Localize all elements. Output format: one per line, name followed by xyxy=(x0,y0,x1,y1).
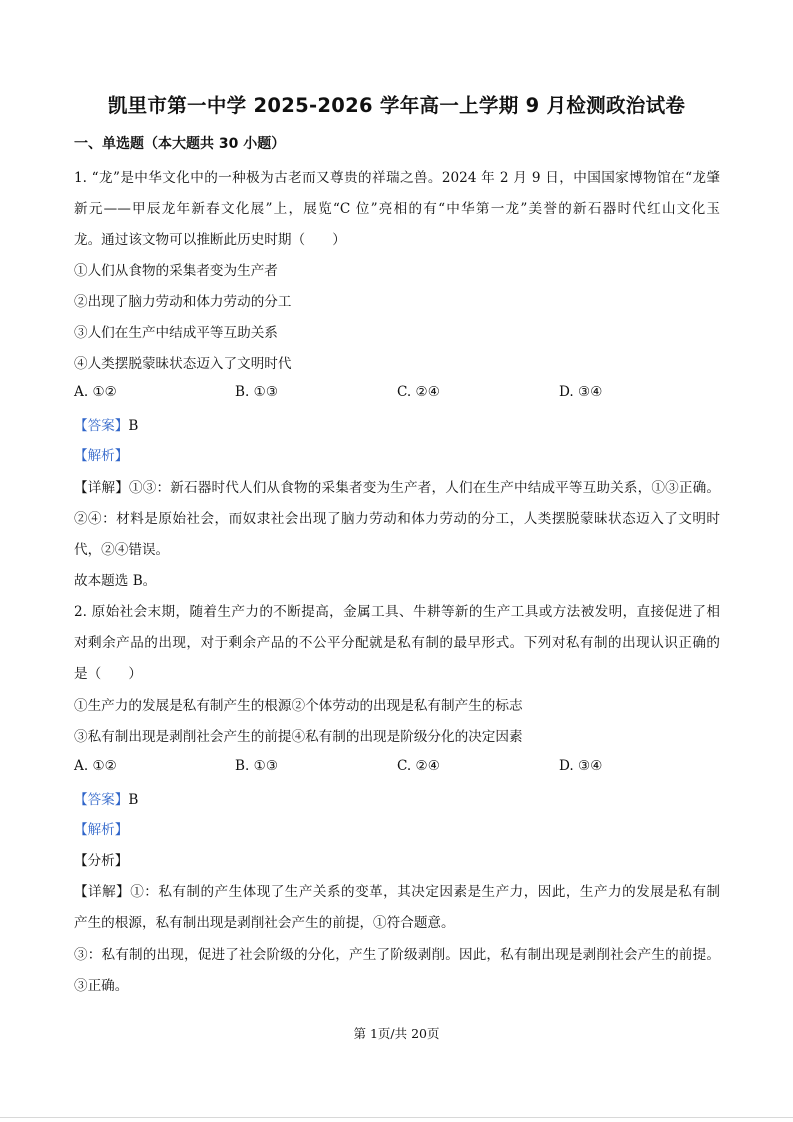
option-a: A. ①② xyxy=(74,758,117,774)
option-c: C. ②④ xyxy=(397,758,440,774)
question-1-statement: ④人类摆脱蒙昧状态迈入了文明时代 xyxy=(74,356,292,372)
question-2-options xyxy=(74,758,720,778)
detail-tag: 【详解】 xyxy=(74,884,131,900)
question-1-statement: ②出现了脑力劳动和体力劳动的分工 xyxy=(74,294,292,310)
question-1-detail-line: ②④：材料是原始社会，而奴隶社会出现了脑力劳动和体力劳动的分工，人类摆脱蒙昧状态迈入了文明时 xyxy=(74,511,720,527)
question-2-stem-line: 2. 原始社会末期，随着生产力的不断提高，金属工具、牛耕等新的生产工具或方法被发明，直接促进了相 xyxy=(74,604,720,620)
option-b: B. ①③ xyxy=(235,384,279,400)
question-2-detail-line: ③：私有制的出现，促进了社会阶级的分化，产生了阶级剥削。因此，私有制出现是剥削社会产生的前提。 xyxy=(74,947,720,963)
section-heading: 一、单选题（本大题共 30 小题） xyxy=(74,136,286,152)
page-number: 第 1页/共 20页 xyxy=(353,1026,440,1041)
question-2-analysis xyxy=(74,820,128,840)
question-1-conclusion: 故本题选 B。 xyxy=(74,573,157,589)
option-b: B. ①③ xyxy=(235,758,279,774)
question-2-statement: ③私有制出现是剥削社会产生的前提④私有制的出现是阶级分化的决定因素 xyxy=(74,729,523,745)
question-1-answer xyxy=(74,416,138,436)
page-bottom-divider xyxy=(0,1117,793,1118)
analysis-tag: 【解析】 xyxy=(74,822,129,838)
question-2-statement: ①生产力的发展是私有制产生的根源②个体劳动的出现是私有制产生的标志 xyxy=(74,698,523,714)
option-d: D. ③④ xyxy=(559,384,603,400)
answer-tag: 【答案】 xyxy=(74,792,129,808)
analysis-tag: 【解析】 xyxy=(74,448,129,464)
option-d: D. ③④ xyxy=(559,758,603,774)
question-2-answer xyxy=(74,790,138,810)
answer-value: B xyxy=(128,418,139,434)
question-1-stem-line: 龙。通过该文物可以推断此历史时期（ ） xyxy=(74,232,346,248)
question-1-analysis xyxy=(74,446,128,466)
question-2-detail-line: ③正确。 xyxy=(74,978,129,994)
question-1-statement: ③人们在生产中结成平等互助关系 xyxy=(74,325,278,341)
answer-tag: 【答案】 xyxy=(74,418,129,434)
question-1-options xyxy=(74,384,720,404)
question-1-detail-line xyxy=(74,478,720,498)
question-2-analysis-sub: 【分析】 xyxy=(74,853,129,869)
question-1-statement: ①人们从食物的采集者变为生产者 xyxy=(74,263,278,279)
question-1-stem-line: 1. “龙”是中华文化中的一种极为古老而又尊贵的祥瑞之兽。2024 年 2 月 9 日，中国国家博物馆在“龙肇 xyxy=(74,170,720,186)
option-a: A. ①② xyxy=(74,384,117,400)
question-2-stem-line: 是（ ） xyxy=(74,666,142,682)
exam-title: 凯里市第一中学 2025-2026 学年高一上学期 9 月检测政治试卷 xyxy=(107,94,686,117)
detail-text: ①③：新石器时代人们从食物的采集者变为生产者，人们在生产中结成平等互助关系，①③正确。 xyxy=(129,480,721,496)
detail-text: ①：私有制的产生体现了生产关系的变革，其决定因素是生产力，因此，生产力的发展是私有制 xyxy=(130,884,721,900)
question-2-stem-line: 对剩余产品的出现，对于剩余产品的不公平分配就是私有制的最早形式。下列对私有制的出现认识正确的 xyxy=(74,635,720,651)
detail-tag: 【详解】 xyxy=(74,480,129,496)
question-1-detail-line: 代，②④错误。 xyxy=(74,542,170,558)
question-1-stem-line: 新元——甲辰龙年新春文化展”上，展览“C 位”亮相的有“中华第一龙”美誉的新石器时代红山文化玉 xyxy=(74,201,720,217)
answer-value: B xyxy=(128,792,139,808)
question-2-detail-line: 产生的根源，私有制出现是剥削社会产生的前提，①符合题意。 xyxy=(74,915,455,931)
option-c: C. ②④ xyxy=(397,384,440,400)
question-2-detail-line xyxy=(74,882,720,902)
